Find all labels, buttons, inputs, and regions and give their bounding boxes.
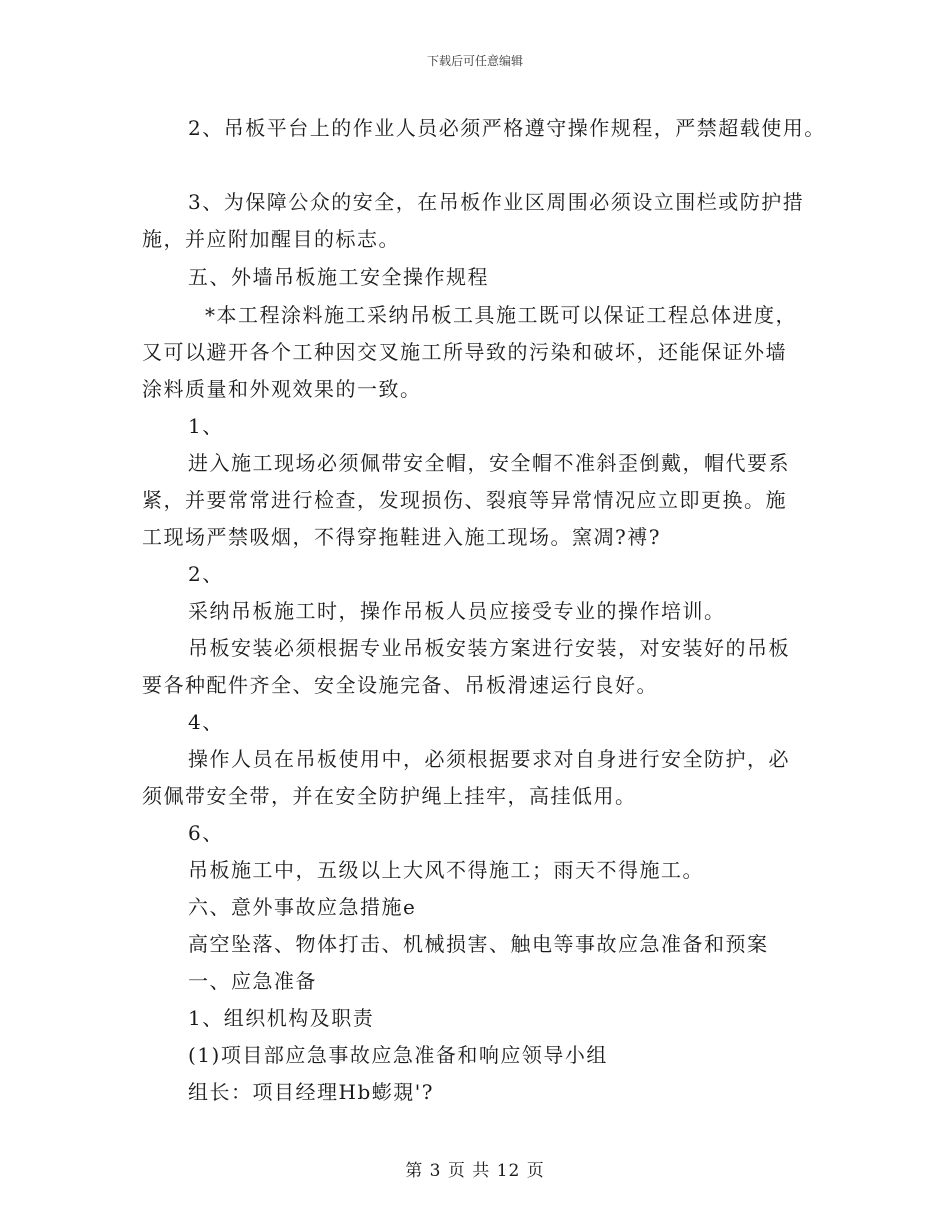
item-number: 2、 (188, 562, 224, 586)
page-header: 下载后可任意编辑 (426, 54, 523, 68)
section-heading: 1、组织机构及职责 (188, 1006, 375, 1030)
text-line: 又可以避开各个工种因交叉施工所导致的污染和破坏，还能保证外墙 (142, 340, 787, 364)
text-line: 3、为保障公众的安全，在吊板作业区周围必须设立围栏或防护措 (188, 190, 805, 214)
item-number: 1、 (188, 414, 224, 438)
section-heading: 一、应急准备 (188, 969, 317, 993)
section-heading: 六、意外事故应急措施e (188, 895, 417, 919)
text-line: 吊板施工中，五级以上大风不得施工；雨天不得施工。 (188, 858, 704, 882)
text-line: *本工程涂料施工采纳吊板工具施工既可以保证工程总体进度， (205, 303, 797, 327)
item-number: 6、 (188, 821, 224, 845)
text-line: 须佩带安全带，并在安全防护绳上挂牢，高挂低用。 (142, 784, 637, 808)
page-footer: 第 3 页 共 12 页 (405, 1161, 545, 1181)
text-line: 施，并应附加醒目的标志。 (142, 227, 400, 251)
text-line: 2、吊板平台上的作业人员必须严格遵守操作规程，严禁超载使用。 (188, 116, 826, 140)
section-heading: 五、外墙吊板施工安全操作规程 (188, 265, 489, 289)
text-line: 采纳吊板施工时，操作吊板人员应接受专业的操作培训。 (188, 599, 726, 623)
text-line: 组长：项目经理Hb蟛覝'? (188, 1080, 434, 1104)
text-line: 进入施工现场必须佩带安全帽，安全帽不准斜歪倒戴，帽代要系 (188, 451, 790, 475)
text-line: 高空坠落、物体打击、机械损害、触电等事故应急准备和预案 (188, 932, 769, 956)
text-line: 要各种配件齐全、安全设施完备、吊板滑速运行良好。 (142, 673, 658, 697)
text-line: 涂料质量和外观效果的一致。 (142, 377, 422, 401)
text-line: 紧，并要常常进行检查，发现损伤、裂痕等异常情况应立即更换。施 (142, 488, 787, 512)
item-number: 4、 (188, 710, 224, 734)
text-line: 吊板安装必须根据专业吊板安装方案进行安装，对安装好的吊板 (188, 636, 790, 660)
text-line: 操作人员在吊板使用中，必须根据要求对自身进行安全防护，必 (188, 747, 790, 771)
text-line: (1)项目部应急事故应急准备和响应领导小组 (188, 1043, 608, 1067)
text-line: 工现场严禁吸烟，不得穿拖鞋进入施工现场。窯凋?禣? (142, 525, 661, 549)
